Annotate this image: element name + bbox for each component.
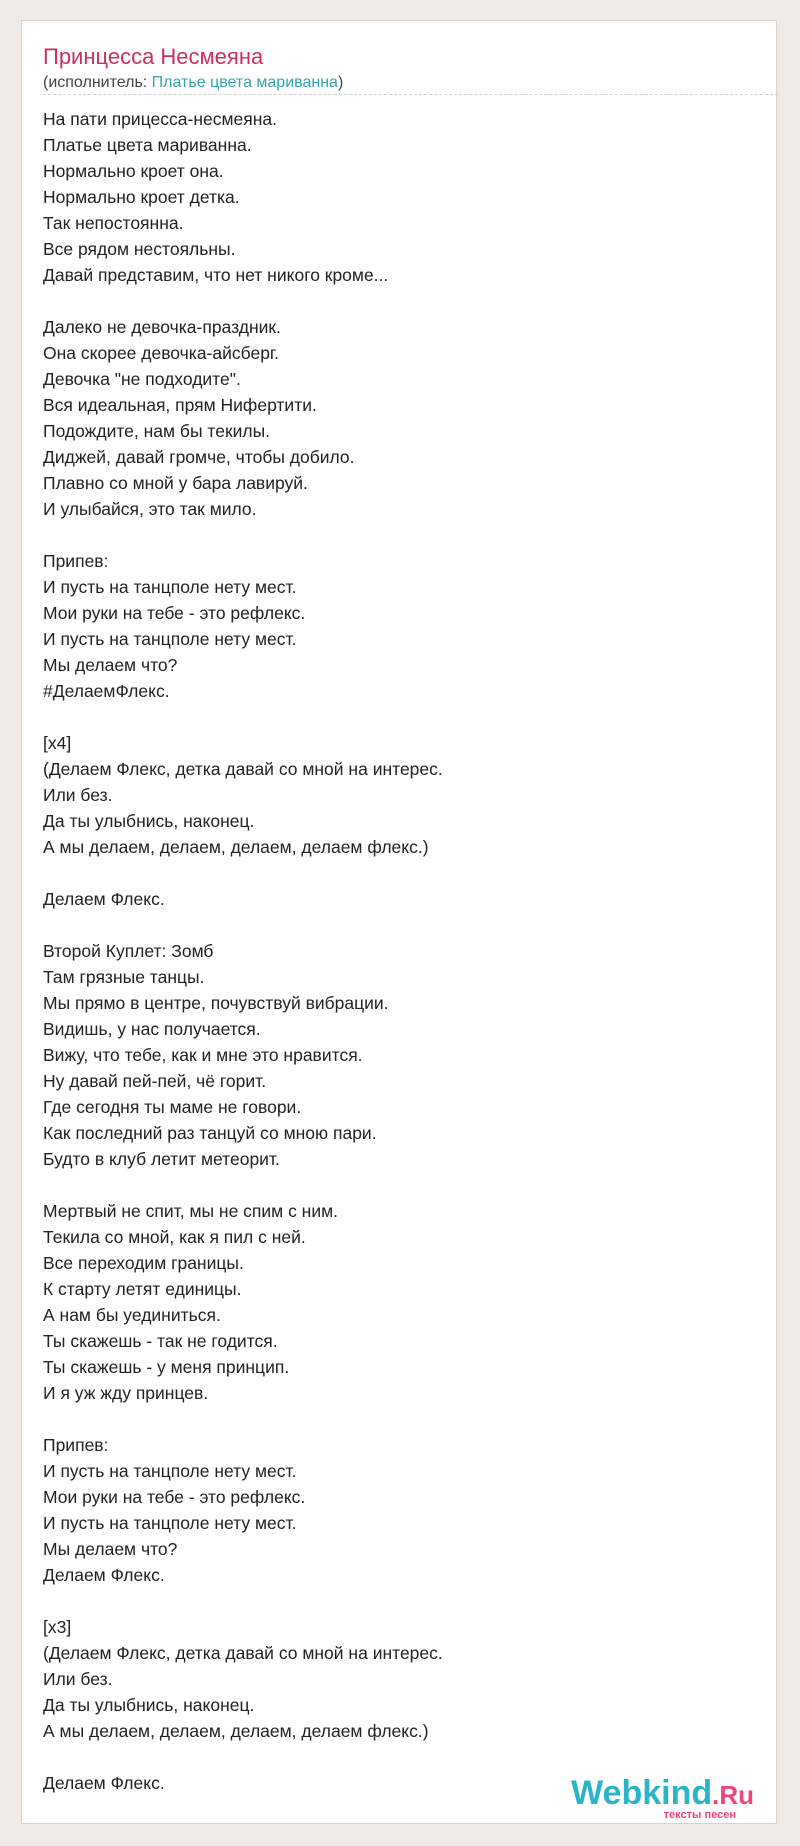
- lyric-line: Второй Куплет: Зомб: [43, 941, 214, 961]
- lyric-line: [43, 1406, 763, 1432]
- lyric-line: Да ты улыбнись, наконец.: [43, 1695, 255, 1715]
- lyric-line: [43, 1172, 763, 1198]
- lyric-line: Нормально кроет детка.: [43, 187, 240, 207]
- lyric-line: Припев:: [43, 1435, 109, 1455]
- lyric-line: Так непостоянна.: [43, 213, 184, 233]
- lyric-line: И улыбайся, это так мило.: [43, 499, 257, 519]
- lyric-line: Текила со мной, как я пил с ней.: [43, 1227, 306, 1247]
- lyric-line: [43, 912, 763, 938]
- lyric-line: И пусть на танцполе нету мест.: [43, 1513, 297, 1533]
- artist-suffix: ): [337, 74, 344, 91]
- lyric-line: Мы делаем что?: [43, 1539, 178, 1559]
- lyric-line: [x3]: [43, 1617, 72, 1637]
- lyric-line: Мои руки на тебе - это рефлекс.: [43, 1487, 306, 1507]
- lyric-line: (Делаем Флекс, детка давай со мной на интерес.: [43, 1643, 443, 1663]
- lyric-line: И я уж жду принцев.: [43, 1383, 209, 1403]
- lyric-line: Она скорее девочка-айсберг.: [43, 343, 280, 363]
- lyric-line: Будто в клуб летит метеорит.: [43, 1149, 280, 1169]
- lyric-line: Мы прямо в центре, почувствуй вибрации.: [43, 993, 389, 1013]
- lyric-line: Нормально кроет она.: [43, 161, 224, 181]
- lyric-line: (Делаем Флекс, детка давай со мной на интерес.: [43, 759, 443, 779]
- lyric-line: К старту летят единицы.: [43, 1279, 242, 1299]
- site-logo[interactable]: [571, 1775, 754, 1821]
- lyric-line: Диджей, давай громче, чтобы добило.: [43, 447, 355, 467]
- lyric-line: Все переходим границы.: [43, 1253, 244, 1273]
- lyric-line: Все рядом нестояльны.: [43, 239, 236, 259]
- title-separator: [43, 94, 778, 95]
- lyric-line: И пусть на танцполе нету мест.: [43, 629, 297, 649]
- lyric-line: На пати прицесса-несмеяна.: [43, 109, 277, 129]
- lyrics-card: [21, 20, 777, 1824]
- lyric-line: Да ты улыбнись, наконец.: [43, 811, 255, 831]
- song-title: Принцесса Несмеяна: [43, 44, 264, 69]
- logo-tagline: тексты песен: [663, 1809, 736, 1821]
- artist-link[interactable]: Платье цвета мариванна: [151, 74, 338, 91]
- lyric-line: Припев:: [43, 551, 109, 571]
- lyric-line: Девочка "не подходите".: [43, 369, 241, 389]
- lyric-line: [x4]: [43, 733, 72, 753]
- lyric-line: Давай представим, что нет никого кроме...: [43, 265, 389, 285]
- lyric-line: И пусть на танцполе нету мест.: [43, 1461, 297, 1481]
- lyric-line: А мы делаем, делаем, делаем, делаем флекс.): [43, 1721, 429, 1741]
- lyric-line: Ты скажешь - так не годится.: [43, 1331, 278, 1351]
- lyric-line: Вижу, что тебе, как и мне это нравится.: [43, 1045, 363, 1065]
- lyric-line: Ну давай пей-пей, чё горит.: [43, 1071, 267, 1091]
- lyric-line: Видишь, у нас получается.: [43, 1019, 261, 1039]
- lyric-line: Где сегодня ты маме не говори.: [43, 1097, 302, 1117]
- lyric-line: А нам бы уединиться.: [43, 1305, 221, 1325]
- lyric-line: Мои руки на тебе - это рефлекс.: [43, 603, 306, 623]
- lyric-line: Подождите, нам бы текилы.: [43, 421, 271, 441]
- lyric-line: Плавно со мной у бара лавируй.: [43, 473, 308, 493]
- lyric-line: Делаем Флекс.: [43, 1773, 165, 1793]
- logo-wordmark: Webkind.Ru: [571, 1774, 754, 1812]
- lyric-line: #ДелаемФлекс.: [43, 681, 170, 701]
- lyric-line: Мы делаем что?: [43, 655, 178, 675]
- lyric-line: Платье цвета мариванна.: [43, 135, 252, 155]
- artist-line: [43, 72, 343, 94]
- lyric-line: Ты скажешь - у меня принцип.: [43, 1357, 290, 1377]
- lyric-line: Далеко не девочка-праздник.: [43, 317, 281, 337]
- lyric-line: [43, 522, 763, 548]
- lyric-line: [43, 1744, 763, 1770]
- artist-prefix: (исполнитель:: [43, 74, 152, 91]
- lyric-line: Делаем Флекс.: [43, 1565, 165, 1585]
- lyric-line: И пусть на танцполе нету мест.: [43, 577, 297, 597]
- lyric-line: Как последний раз танцуй со мною пари.: [43, 1123, 377, 1143]
- lyric-line: [43, 288, 763, 314]
- lyric-line: [43, 1588, 763, 1614]
- lyric-line: Делаем Флекс.: [43, 889, 165, 909]
- lyric-line: Там грязные танцы.: [43, 967, 205, 987]
- lyric-line: А мы делаем, делаем, делаем, делаем флекс.): [43, 837, 429, 857]
- lyric-line: Или без.: [43, 1669, 113, 1689]
- lyric-line: [43, 704, 763, 730]
- lyric-line: Или без.: [43, 785, 113, 805]
- lyric-line: [43, 860, 763, 886]
- lyric-line: Вся идеальная, прям Нифертити.: [43, 395, 317, 415]
- lyrics-text: [43, 106, 763, 1796]
- lyric-line: Мертвый не спит, мы не спим с ним.: [43, 1201, 339, 1221]
